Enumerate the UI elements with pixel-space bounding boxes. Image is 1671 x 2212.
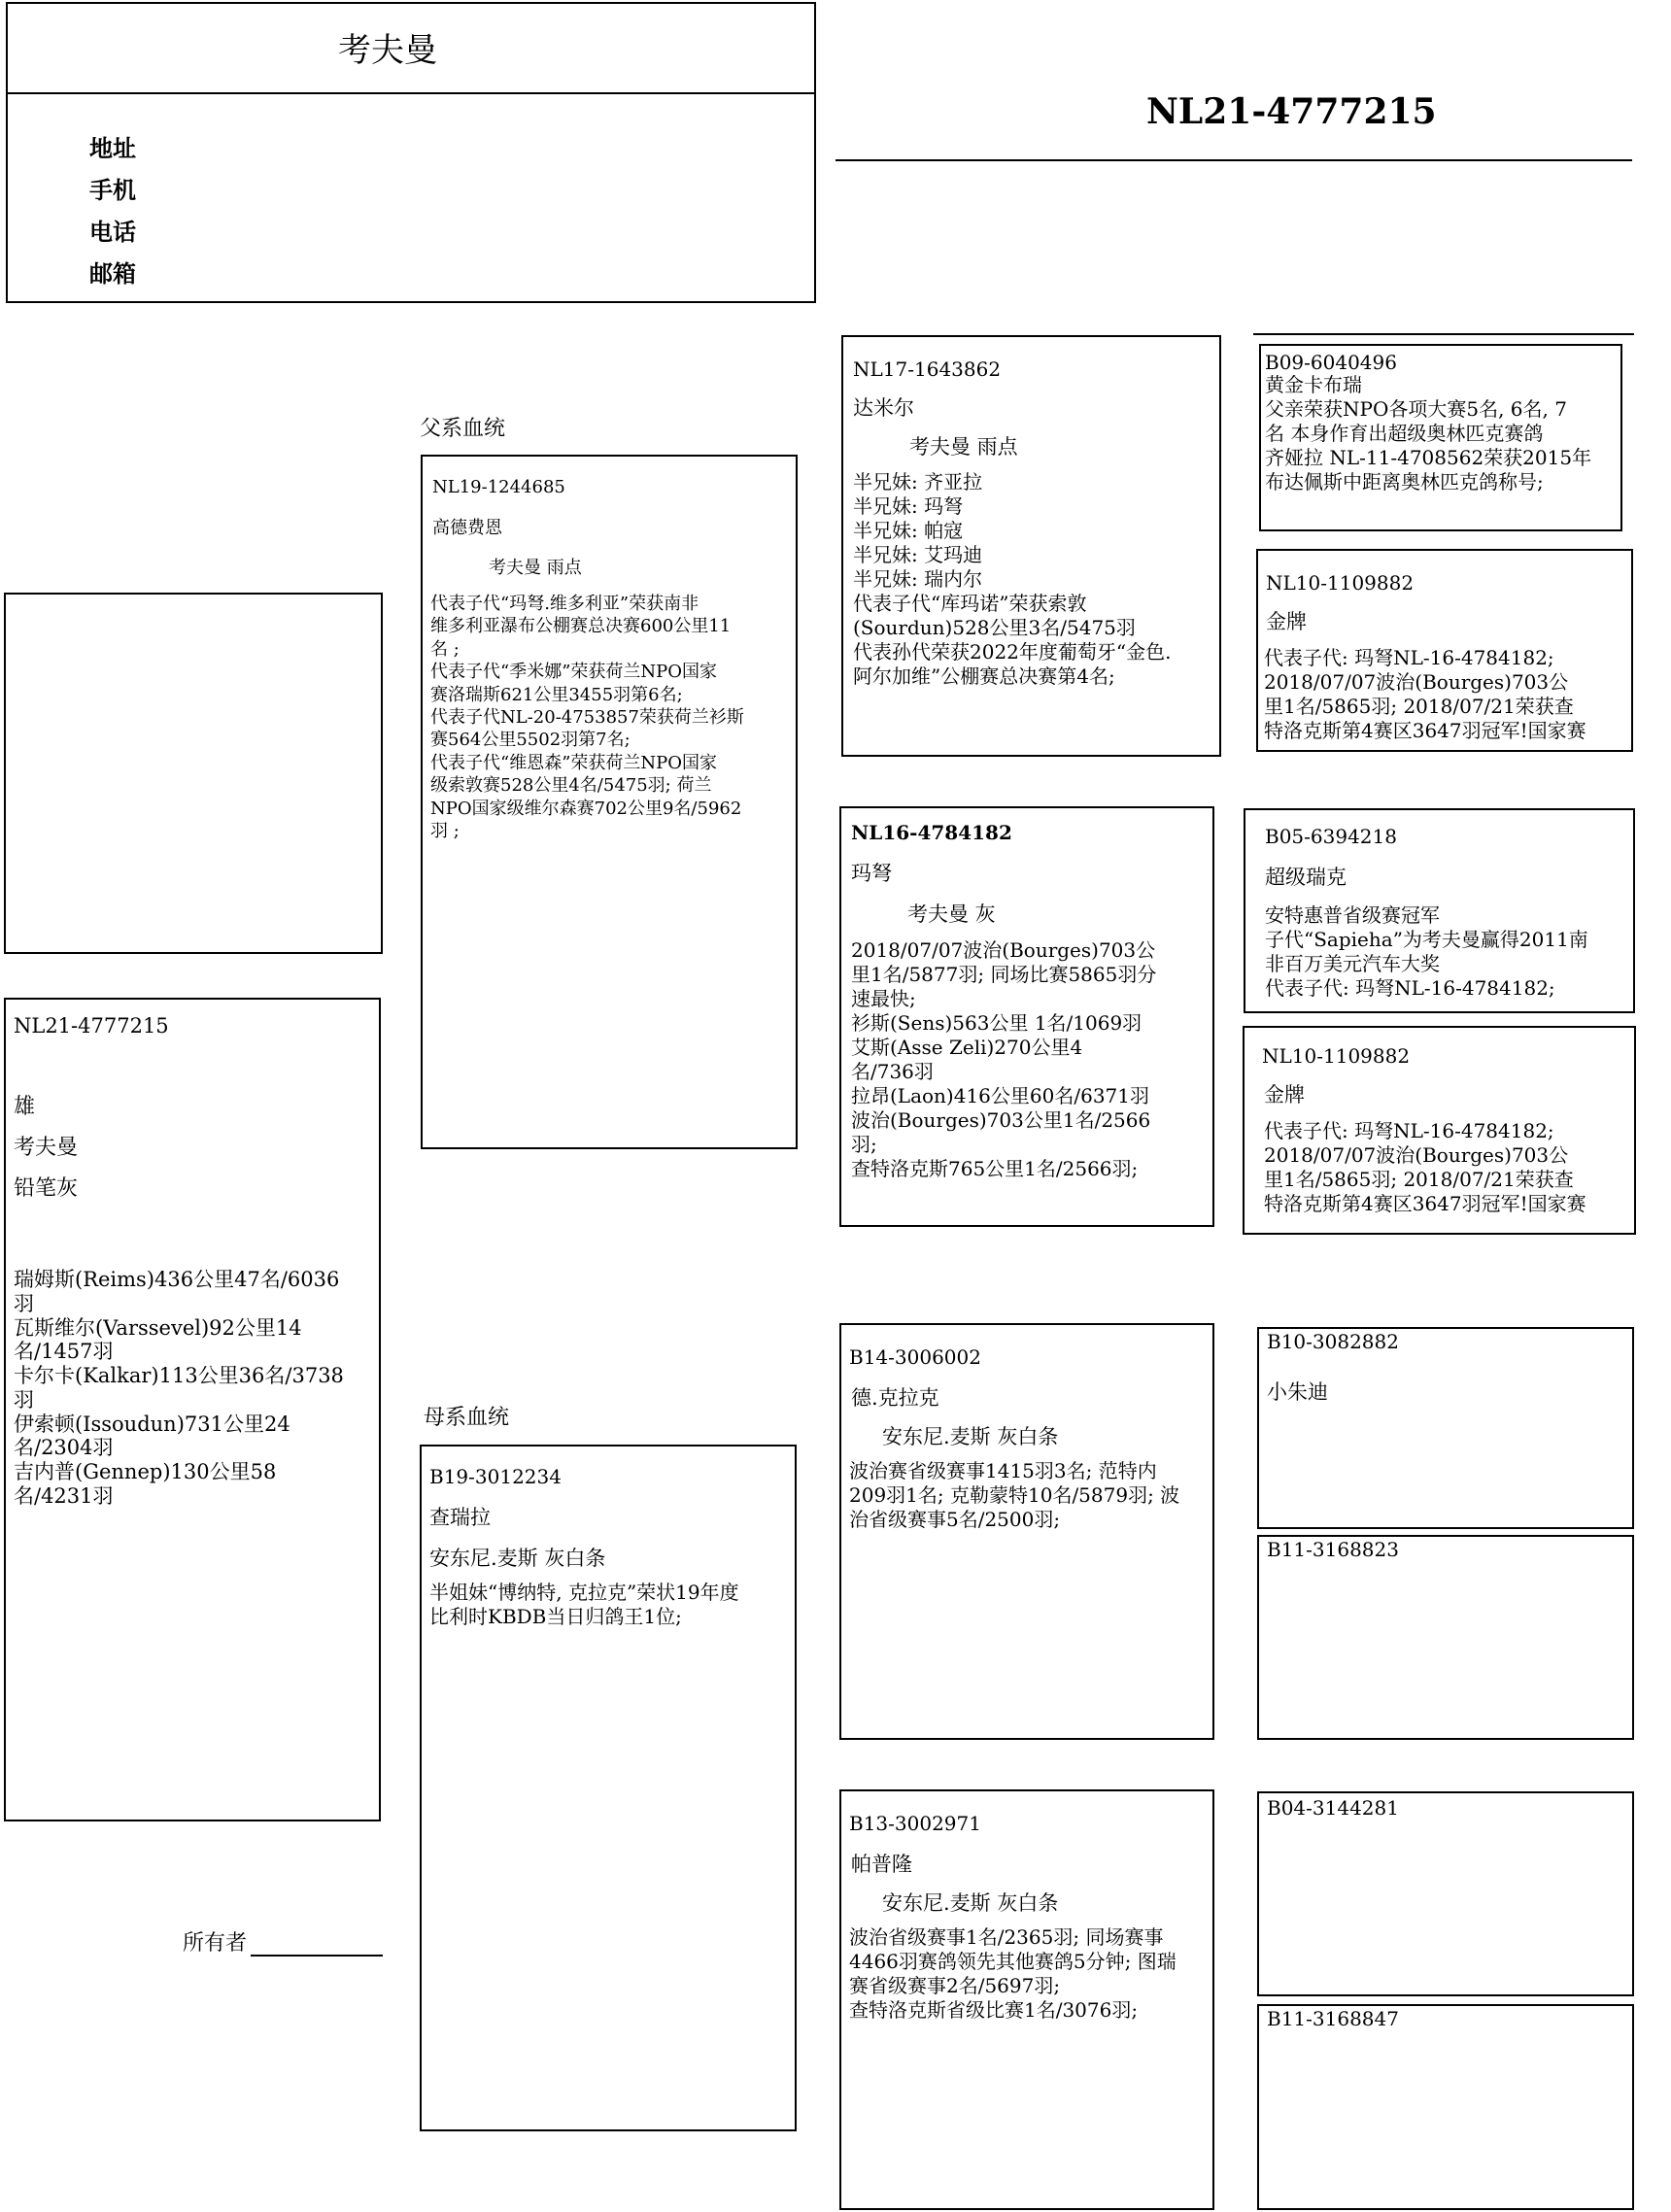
gg4-name: 金牌 bbox=[1264, 1083, 1305, 1106]
dam-dam-body: 波治省级赛事1名/2365羽; 同场赛事 4466羽赛鸽领先其他赛鸽5分钟; 图瑞 赛省级赛事2名/5697羽; 查特洛克斯省级比赛1名/3076羽; bbox=[849, 1925, 1177, 2022]
gg4-card bbox=[1243, 1026, 1636, 1235]
gg4-ring: NL10-1109882 bbox=[1262, 1044, 1411, 1068]
contact-label-mobile: 手机 bbox=[89, 176, 136, 204]
dam-card bbox=[420, 1445, 797, 2131]
sire-line-label: 父系血统 bbox=[420, 417, 506, 441]
pigeon-photo-frame bbox=[4, 593, 383, 954]
gg2-name: 金牌 bbox=[1266, 610, 1307, 633]
sire-sire-body: 半兄妹: 齐亚拉 半兄妹: 玛弩 半兄妹: 帕寇 半兄妹: 艾玛迪 半兄妹: 瑞内尔 代表子代“库玛诺”荣获索敦 (Sourdun)528公里3名/5475羽 代表孙代荣获2022年度葡萄牙“金色. 阿尔加维”公棚赛总决赛第4名; bbox=[853, 470, 1172, 688]
gg1-body: 黄金卡布瑞 父亲荣获NPO各项大赛5名, 6名, 7 名 本身作育出超级奥林匹克赛鸽 齐娅拉 NL-11-4708562荣获2015年 布达佩斯中距离奥林匹克鸽称号; bbox=[1265, 373, 1592, 493]
gg3-ring: B05-6394218 bbox=[1265, 825, 1397, 848]
owner-name: 考夫曼 bbox=[338, 31, 437, 70]
gg8-card bbox=[1257, 2004, 1634, 2210]
dam-sire-body: 波治赛省级赛事1415羽3名; 范特内 209羽1名; 克勒蒙特10名/5879羽; 波 治省级赛事5名/2500羽; bbox=[849, 1459, 1180, 1531]
gg6-ring: B11-3168823 bbox=[1267, 1538, 1399, 1561]
dam-line-label: 母系血统 bbox=[424, 1406, 510, 1430]
sire-sire-ring: NL17-1643862 bbox=[853, 357, 1002, 381]
owner-signature-label: 所有者 bbox=[183, 1931, 248, 1956]
sire-body: 代表子代“玛弩.维多利亚”荣获南非 维多利亚瀑布公棚赛总决赛600公里11 名 ; 代表子代“季米娜”荣获荷兰NPO国家 赛洛瑞斯621公里3455羽第6名; 代表子代NL-20-4753857荣获荷兰衫斯 赛564公里5502羽第7名; 代表子代“维恩森”荣获荷兰NPO国家 级索敦赛528公里4名/5475羽; 荷兰 NPO国家级维尔森赛702公里9名/5962 羽 ; bbox=[430, 594, 744, 841]
gg3-body: 安特惠普省级赛冠军 子代“Sapieha”为考夫曼赢得2011南 非百万美元汽车大奖 代表子代: 玛弩NL-16-4784182; bbox=[1265, 903, 1588, 1000]
sire-name: 高德费恩 bbox=[432, 518, 502, 538]
subject-color: 铅笔灰 bbox=[14, 1176, 79, 1201]
dam-dam-breeder-color: 安东尼.麦斯 灰白条 bbox=[882, 1891, 1059, 1915]
gg6-card bbox=[1257, 1535, 1634, 1740]
gg7-card bbox=[1257, 1791, 1634, 1996]
gg2-card bbox=[1256, 549, 1633, 752]
dam-body: 半姐妹“博纳特, 克拉克”荣状19年度 比利时KBDB当日归鸽王1位; bbox=[429, 1581, 739, 1628]
subject-sex: 雄 bbox=[14, 1095, 36, 1119]
contact-label-email: 邮箱 bbox=[89, 259, 136, 288]
sire-breeder-color: 考夫曼 雨点 bbox=[489, 558, 582, 578]
dam-sire-name: 德.克拉克 bbox=[851, 1386, 939, 1410]
sire-ring: NL19-1244685 bbox=[432, 477, 565, 497]
gg8-ring: B11-3168847 bbox=[1267, 2007, 1399, 2030]
dam-dam-card bbox=[839, 1789, 1214, 2210]
dam-sire-breeder-color: 安东尼.麦斯 灰白条 bbox=[882, 1425, 1059, 1448]
dam-sire-ring: B14-3006002 bbox=[849, 1345, 981, 1369]
gg1-card bbox=[1259, 344, 1622, 531]
main-ring-underline bbox=[836, 159, 1632, 161]
owner-header-box bbox=[6, 2, 816, 303]
gg7-ring: B04-3144281 bbox=[1267, 1796, 1399, 1820]
gg2-ring: NL10-1109882 bbox=[1266, 571, 1415, 595]
gg4-body: 代表子代: 玛弩NL-16-4784182; 2018/07/07波治(Bourges)703公 里1名/5865羽; 2018/07/21荣获查 特洛克斯第4赛区3647羽冠军!国家赛 bbox=[1264, 1119, 1586, 1215]
gg2-body: 代表子代: 玛弩NL-16-4784182; 2018/07/07波治(Bourges)703公 里1名/5865羽; 2018/07/21荣获查 特洛克斯第4赛区3647羽冠军!国家赛 bbox=[1264, 646, 1586, 742]
sire-dam-ring: NL16-4784182 bbox=[851, 821, 1012, 844]
dam-sire-card bbox=[839, 1323, 1214, 1740]
dam-breeder-color: 安东尼.麦斯 灰白条 bbox=[429, 1547, 606, 1570]
sire-sire-card bbox=[841, 335, 1221, 757]
sire-dam-card bbox=[839, 806, 1214, 1227]
sire-card bbox=[421, 455, 798, 1149]
subject-ring: NL21-4777215 bbox=[14, 1014, 169, 1038]
contact-label-phone: 电话 bbox=[89, 218, 136, 246]
main-ring-number: NL21-4777215 bbox=[1146, 91, 1437, 132]
sire-sire-name: 达米尔 bbox=[853, 396, 914, 420]
sire-sire-breeder-color: 考夫曼 雨点 bbox=[909, 435, 1018, 459]
dam-ring: B19-3012234 bbox=[429, 1465, 562, 1488]
subject-card bbox=[4, 998, 381, 1821]
gg5-card bbox=[1257, 1327, 1634, 1529]
contact-label-address: 地址 bbox=[89, 134, 136, 162]
subject-breeder: 考夫曼 bbox=[14, 1136, 79, 1160]
subject-results: 瑞姆斯(Reims)436公里47名/6036 羽 瓦斯维尔(Varssevel)92公里14 名/1457羽 卡尔卡(Kalkar)113公里36名/3738 羽 伊索顿(Issoudun)731公里24 名/2304羽 吉内普(Gennep)130公里58 名/4231羽 bbox=[14, 1268, 344, 1508]
gg3-card bbox=[1244, 808, 1635, 1013]
owner-header-divider bbox=[8, 92, 814, 94]
dam-name: 查瑞拉 bbox=[429, 1506, 491, 1529]
top-right-rule bbox=[1253, 333, 1634, 335]
sire-dam-body: 2018/07/07波治(Bourges)703公 里1名/5877羽; 同场比赛5865羽分 速最快; 衫斯(Sens)563公里 1名/1069羽 艾斯(Asse Zeli)270公里4 名/736羽 拉昂(Laon)416公里60名/6371羽 波治(Bourges)703公里1名/2566 羽; 查特洛克斯765公里1名/2566羽; bbox=[851, 938, 1157, 1180]
owner-signature-line bbox=[251, 1955, 383, 1957]
sire-dam-name: 玛弩 bbox=[851, 862, 892, 885]
gg5-name: 小朱迪 bbox=[1267, 1380, 1328, 1404]
gg5-ring: B10-3082882 bbox=[1267, 1330, 1399, 1353]
dam-dam-name: 帕普隆 bbox=[851, 1853, 912, 1876]
gg1-ring: B09-6040496 bbox=[1265, 351, 1397, 374]
sire-dam-breeder-color: 考夫曼 灰 bbox=[907, 902, 996, 926]
dam-dam-ring: B13-3002971 bbox=[849, 1812, 981, 1835]
gg3-name: 超级瑞克 bbox=[1265, 866, 1347, 889]
